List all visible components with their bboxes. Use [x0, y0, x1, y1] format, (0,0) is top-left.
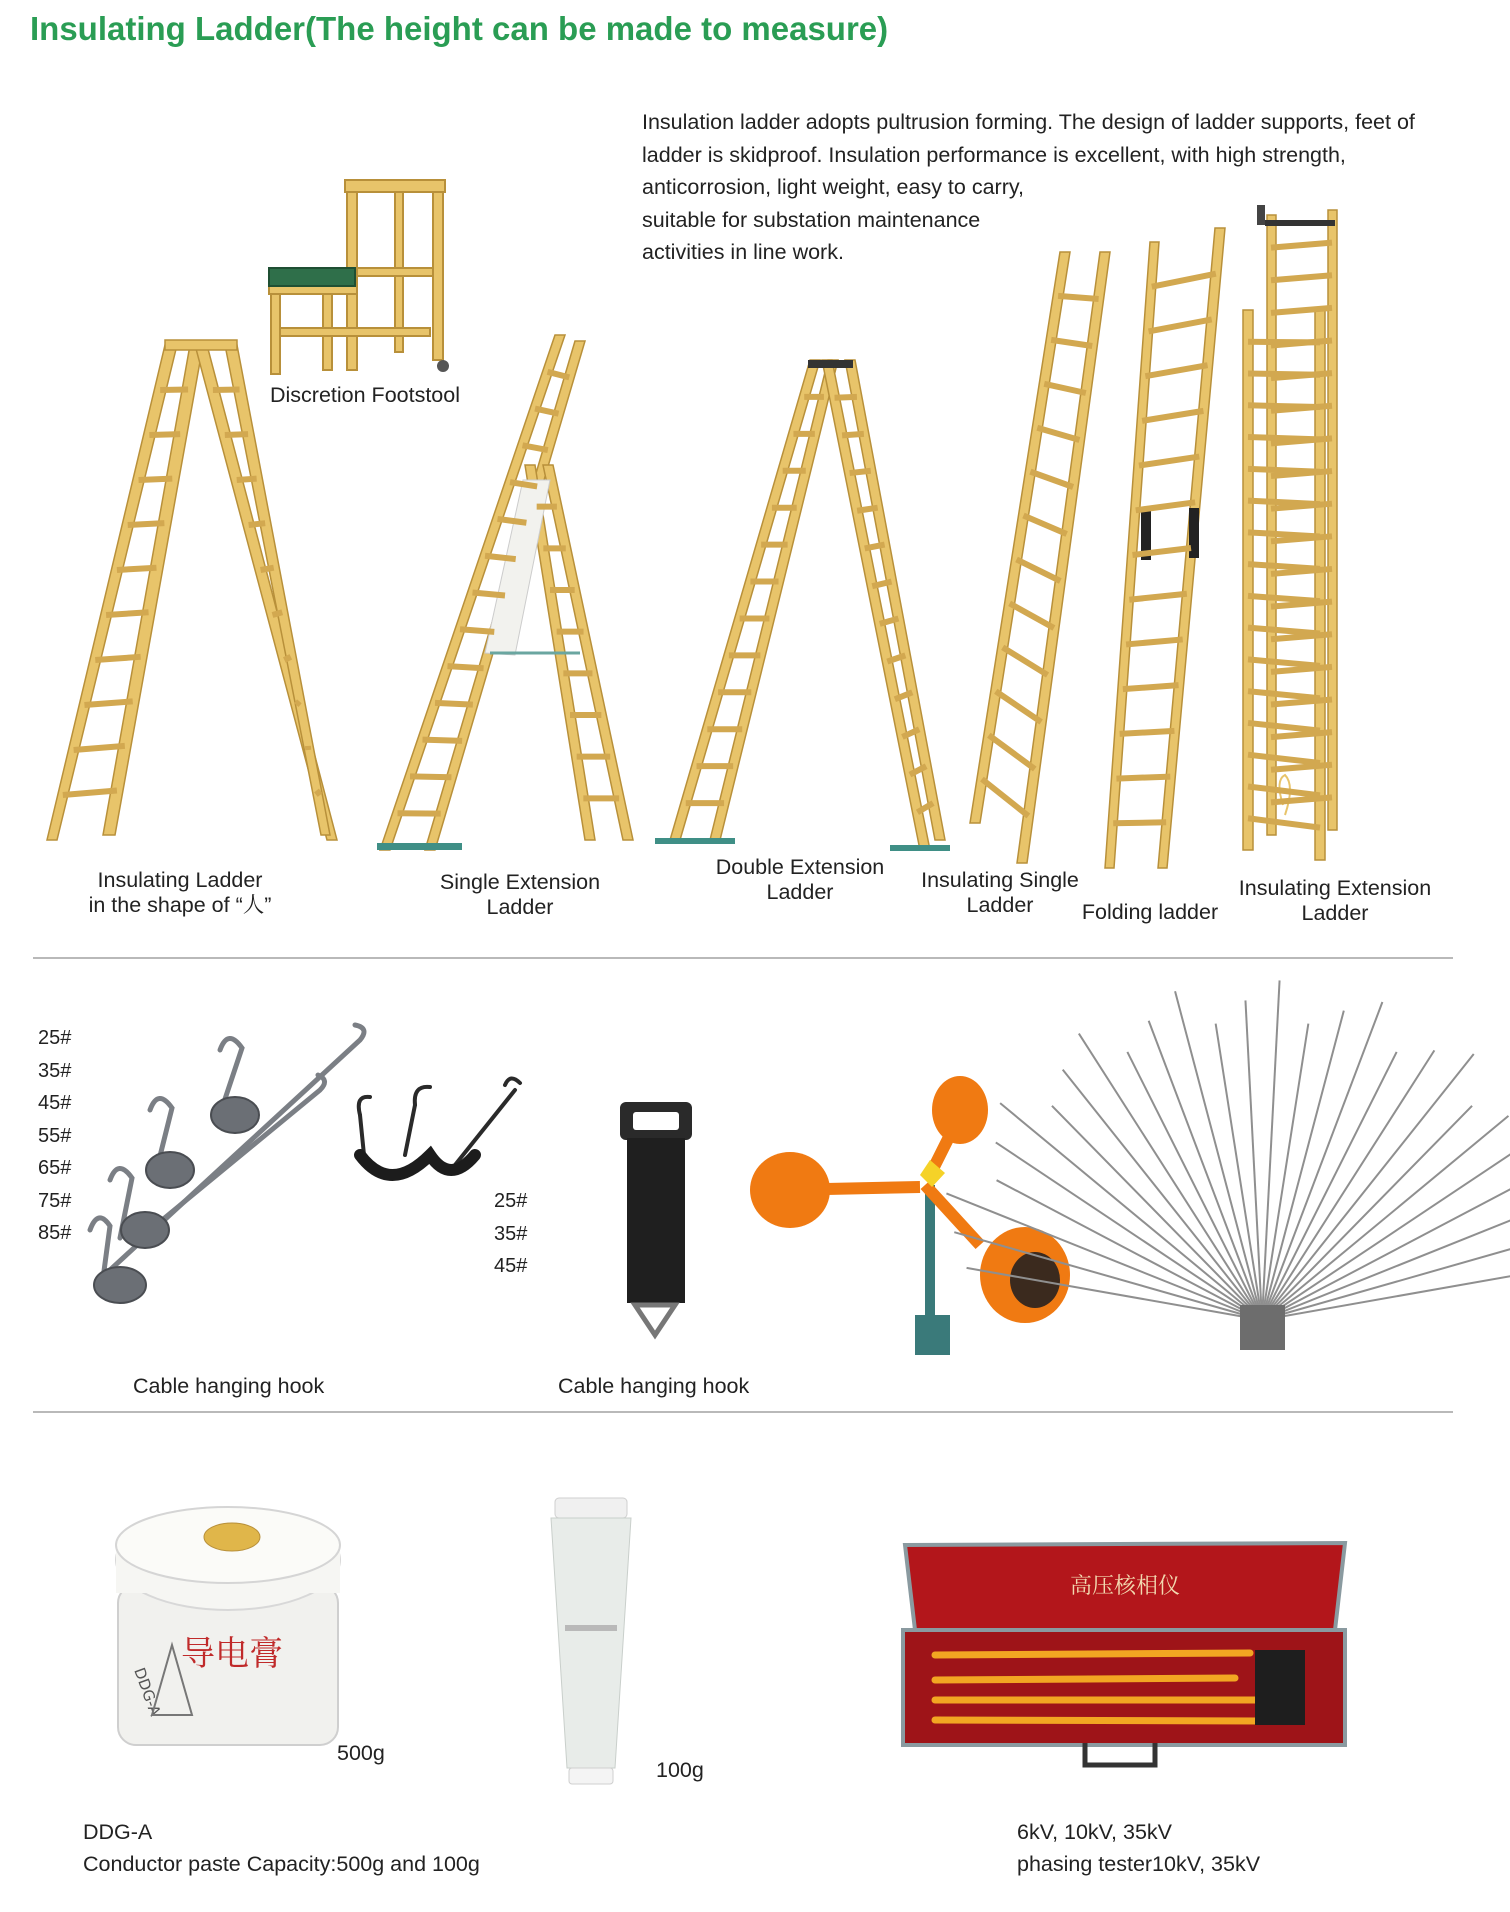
ladder-rung [1145, 365, 1207, 376]
ladder-rung [1139, 457, 1199, 466]
ladder-rung [1123, 685, 1179, 689]
ladder-rung [1248, 628, 1320, 634]
ladder-rung [1116, 777, 1170, 779]
insulating-extension-ladder-image [1235, 205, 1355, 865]
tester-description: phasing tester10kV, 35kV [1017, 1852, 1261, 1876]
paste-capacity: Conductor paste Capacity:500g and 100g [83, 1852, 480, 1876]
spike-wire [1262, 1116, 1508, 1320]
section-divider [33, 957, 1453, 959]
cable-hook-caption-middle: Cable hanging hook [558, 1374, 750, 1398]
caption-line: Single Extension [439, 870, 601, 894]
ladder-rung [1030, 472, 1073, 487]
caption-line: Double Extension [715, 855, 885, 879]
description-line: Insulation ladder adopts pultrusion forming. The design of ladder supports, feet of [642, 110, 1415, 134]
cable-hook-caption-left: Cable hanging hook [133, 1374, 325, 1398]
ladder-rung [249, 523, 266, 525]
size-label: 75# [38, 1189, 72, 1212]
ladder-rung [1126, 639, 1183, 644]
ladder-rung [95, 657, 140, 660]
ladder-rung [74, 746, 125, 750]
spike-wire [1262, 1131, 1510, 1320]
ladder-rung [865, 545, 885, 549]
ladder-rung [225, 434, 248, 435]
ladder-rung [1037, 428, 1079, 440]
ladder-rung [296, 701, 299, 705]
hanging-strap-image [615, 1100, 700, 1340]
ladder-rung [1003, 647, 1048, 675]
double-extension-caption [700, 855, 900, 905]
ladder-rung [149, 434, 180, 435]
ladder-rung [410, 776, 451, 777]
ladder-rung [84, 701, 132, 705]
ladder-rung [460, 629, 494, 632]
single-extension-ladder-image [375, 335, 645, 860]
size-label: 45# [38, 1092, 72, 1114]
size-label: 35# [38, 1059, 72, 1082]
ladder-rung [1248, 691, 1320, 698]
folding-ladder-image [1105, 228, 1225, 868]
ladder-rung [1149, 319, 1212, 331]
cable-hooks-image [90, 1030, 370, 1320]
hook-sizes-right [494, 1185, 527, 1283]
size-label: 45# [494, 1255, 528, 1277]
ladder-rung [857, 508, 878, 511]
ladder-rung [996, 691, 1041, 722]
spike-wire [1063, 1070, 1262, 1320]
bird-repeller-windmill-image [750, 1075, 1100, 1365]
ladder-rung [835, 397, 857, 398]
size-label: 35# [494, 1222, 528, 1245]
ladder-rung [1017, 559, 1061, 581]
page-title: Insulating Ladder(The height can be made to measure) [30, 10, 889, 47]
size-label: 85# [38, 1222, 72, 1244]
ladder-rung [435, 703, 473, 705]
jar-weight: 500g [337, 1741, 385, 1765]
ladder-rung [1051, 340, 1092, 346]
caption-line: Insulating Ladder [97, 868, 263, 892]
ladder-rung [117, 568, 157, 570]
phasing-tester-case-image [895, 1535, 1355, 1780]
insulating-extension-caption [1220, 876, 1450, 926]
ladder-rung [272, 612, 282, 615]
ladder-rung [448, 666, 484, 668]
ladder-rung [1271, 243, 1332, 248]
size-label: 65# [38, 1157, 72, 1179]
spike-wire [1262, 1054, 1474, 1320]
ladder-rung [1248, 596, 1320, 601]
description-line: anticorrosion, light weight, easy to carry, [642, 175, 1024, 199]
ladder-rung [1010, 603, 1054, 628]
tube-weight: 100g [656, 1758, 704, 1782]
caption-line: Ladder [966, 893, 1034, 917]
ladder-rung [1142, 411, 1203, 421]
tester-voltages: 6kV, 10kV, 35kV [1017, 1820, 1173, 1844]
ladder-rung [1023, 516, 1066, 534]
ladder-rung [1120, 731, 1175, 734]
jar-label: 导电膏 [181, 1634, 283, 1674]
section-divider [33, 1411, 1453, 1413]
size-label: 25# [38, 1027, 72, 1049]
size-label: 55# [38, 1124, 72, 1147]
ladder-rung [237, 479, 257, 480]
description-line: suitable for substation maintenance [642, 207, 981, 232]
caption-line: Ladder [766, 880, 834, 904]
caption-line: Ladder [1301, 901, 1369, 925]
ladder-rung [1248, 786, 1320, 795]
ladder-rung [284, 657, 290, 660]
caption-line: Insulating Extension [1238, 876, 1432, 900]
description-line: ladder is skidproof. Insulation performance is excellent, with high strength, [642, 142, 1346, 167]
ladder-rung [1044, 384, 1086, 393]
caption-line: Insulating Single [921, 868, 1079, 892]
ladder-rung [498, 519, 527, 523]
case-label: 高压核相仪 [1069, 1574, 1181, 1599]
insulating-single-ladder-image [970, 248, 1110, 868]
ladder-rung [106, 612, 148, 615]
ladder-rung [261, 568, 274, 570]
ladder-rung [1248, 723, 1320, 731]
ladder-rung [842, 434, 864, 436]
ladder-rung [1058, 296, 1099, 299]
single-extension-caption [420, 870, 620, 920]
ladder-rung [1129, 594, 1187, 600]
ladder-rung [485, 556, 516, 559]
ladder-rung [1136, 502, 1195, 510]
size-label: 25# [494, 1190, 528, 1212]
ladder-rung [423, 740, 463, 741]
caption-line: in the shape of “人” [88, 893, 272, 917]
ren-ladder-caption [75, 868, 285, 918]
ladder-rung [316, 790, 320, 795]
ladder-rung [1113, 822, 1166, 823]
jar-model: DDG-A [130, 1665, 165, 1719]
description-line: activities in line work. [642, 240, 844, 264]
spike-wire [1262, 1268, 1510, 1320]
ladder-rung [128, 523, 165, 525]
ladder-rung [1248, 755, 1320, 763]
ladder-rung [989, 735, 1035, 769]
bird-spike-image [1080, 1000, 1450, 1370]
ren-ladder-image [45, 340, 345, 850]
conductor-paste-tube-image [545, 1498, 635, 1788]
ladder-rung [139, 479, 173, 480]
ladder-rung [473, 593, 506, 596]
hook-sizes-left [38, 1022, 71, 1250]
double-extension-ladder-image [650, 360, 950, 860]
folding-caption: Folding ladder [1081, 900, 1219, 924]
footstool-caption: Discretion Footstool [270, 383, 460, 407]
caption-line: Ladder [486, 895, 554, 919]
ladder-rung [850, 471, 871, 473]
ladder-rung [982, 779, 1028, 816]
conductor-paste-jar-image [112, 1505, 344, 1755]
ladder-rung [1271, 275, 1332, 280]
ladder-rung [1248, 818, 1320, 827]
ladder-rung [1152, 274, 1216, 287]
ladder-rung [63, 790, 117, 795]
paste-model: DDG-A [83, 1820, 153, 1844]
ladder-rung [1248, 659, 1320, 665]
ladder-rung [510, 482, 537, 486]
